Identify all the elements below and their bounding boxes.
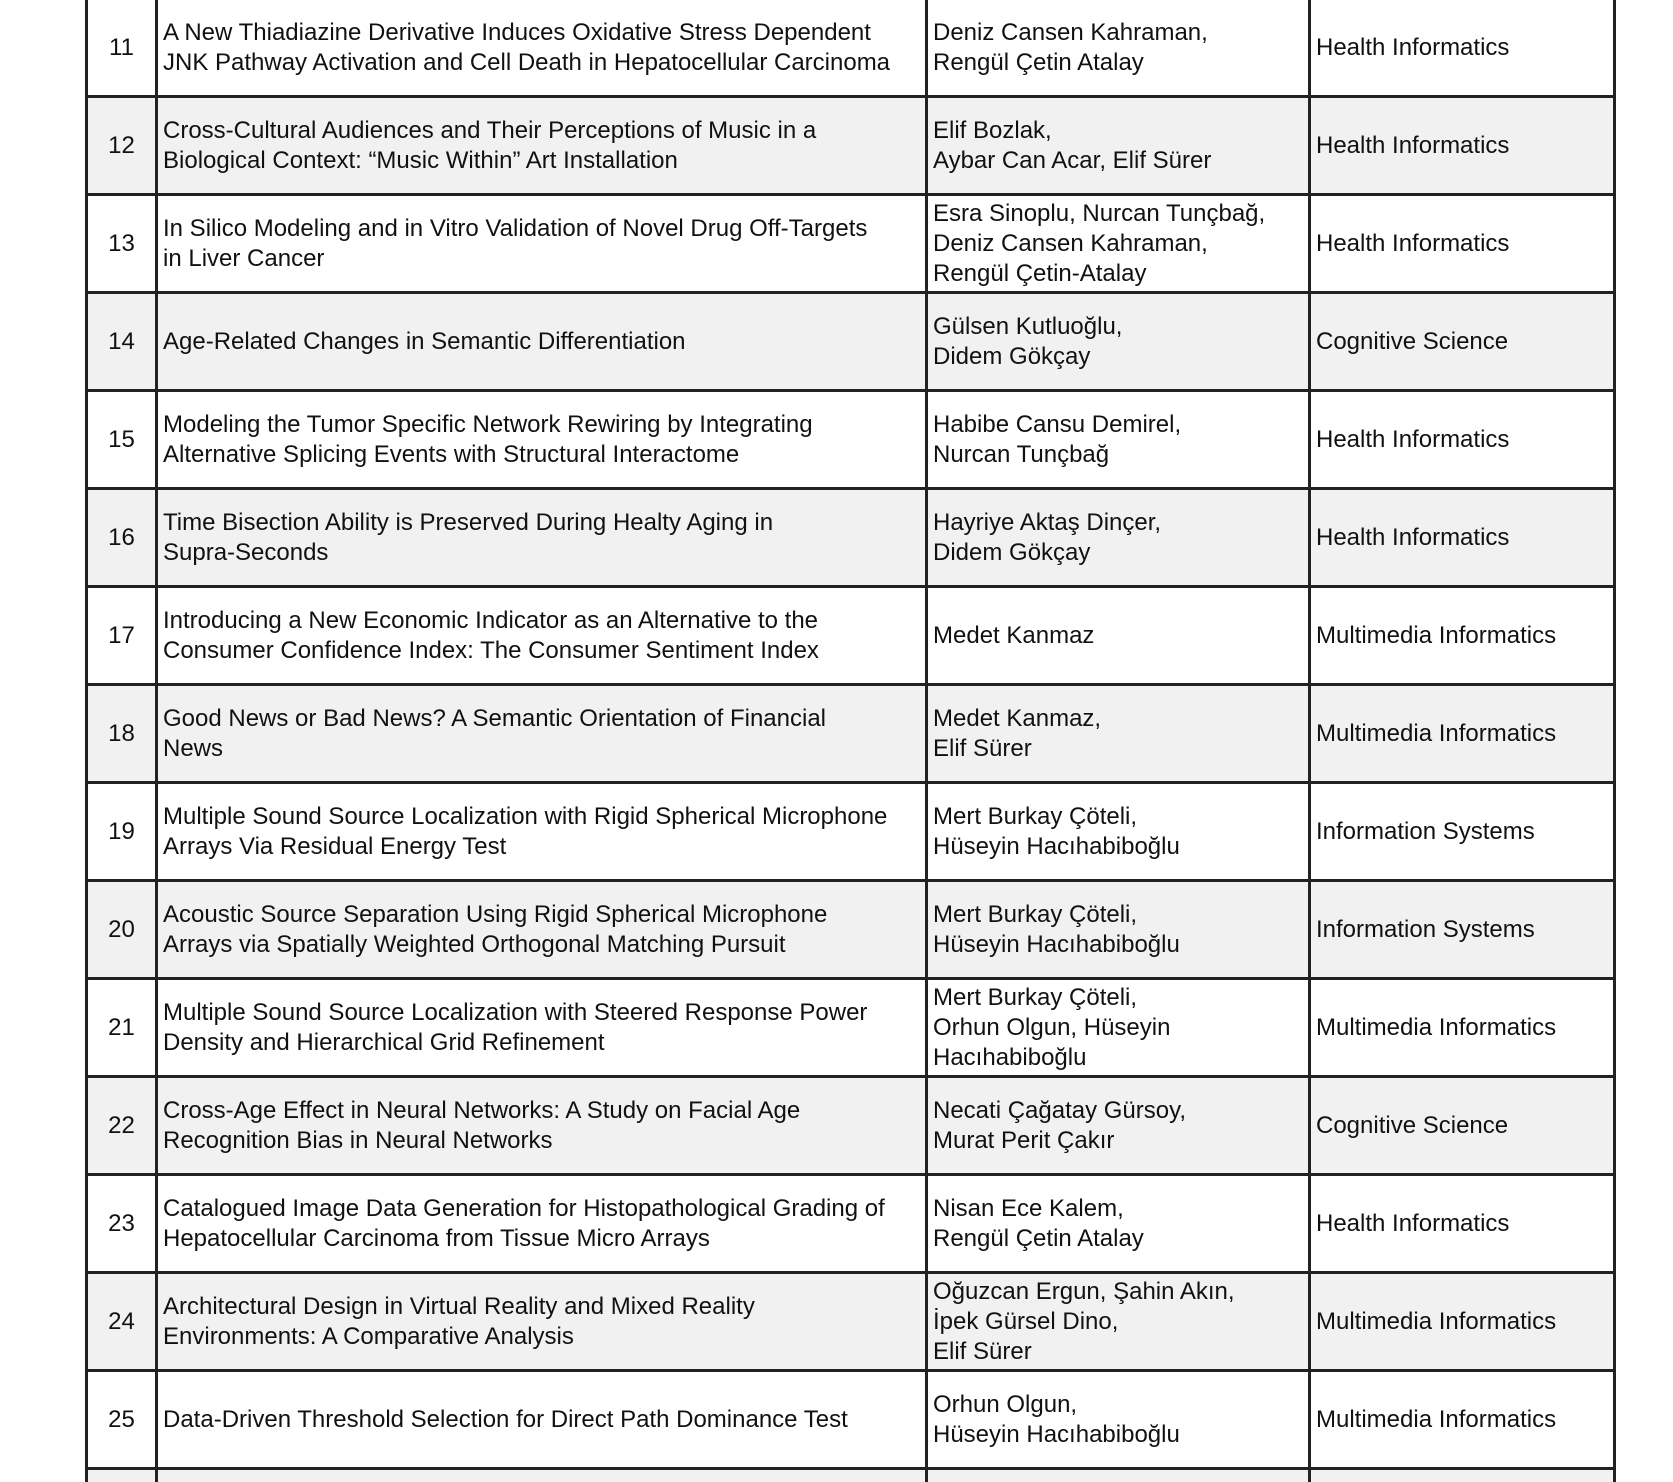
- paper-authors: Elif Bozlak, Aybar Can Acar, Elif Sürer: [933, 116, 1212, 174]
- paper-authors: Nisan Ece Kalem, Rengül Çetin Atalay: [933, 1194, 1144, 1252]
- paper-title: Multiple Sound Source Localization with Rigid Spherical Microphone Arrays Via Residual Energy Test: [163, 802, 888, 860]
- paper-authors: Mert Burkay Çöteli, Hüseyin Hacıhabiboğlu: [933, 802, 1180, 860]
- paper-field: Health Informatics: [1316, 229, 1510, 257]
- paper-field: Health Informatics: [1316, 1209, 1510, 1237]
- table-row: [85, 392, 1616, 490]
- table-row-partial: [85, 1470, 1616, 1482]
- paper-authors: Esra Sinoplu, Nurcan Tunçbağ, Deniz Cansen Kahraman, Rengül Çetin-Atalay: [933, 199, 1266, 287]
- paper-authors: Mert Burkay Çöteli, Hüseyin Hacıhabiboğlu: [933, 900, 1180, 958]
- row-number: 16: [88, 490, 158, 585]
- row-number: 23: [88, 1176, 158, 1271]
- paper-field: Health Informatics: [1316, 523, 1510, 551]
- paper-field: Information Systems: [1316, 817, 1535, 845]
- table-row: [85, 784, 1616, 882]
- table-row: [85, 1274, 1616, 1372]
- paper-title: Data-Driven Threshold Selection for Direct Path Dominance Test: [163, 1405, 848, 1433]
- paper-field: Information Systems: [1316, 915, 1535, 943]
- paper-title: Cross-Cultural Audiences and Their Perceptions of Music in a Biological Context: “Music Within” Art Installation: [163, 116, 817, 174]
- paper-authors: Medet Kanmaz, Elif Sürer: [933, 704, 1102, 762]
- paper-authors: Orhun Olgun, Hüseyin Hacıhabiboğlu: [933, 1390, 1180, 1448]
- row-number: 15: [88, 392, 158, 487]
- paper-authors: Medet Kanmaz: [933, 621, 1095, 649]
- table-row: [85, 490, 1616, 588]
- paper-field: Cognitive Science: [1316, 327, 1509, 355]
- paper-title: In Silico Modeling and in Vitro Validation of Novel Drug Off-Targets in Liver Cancer: [163, 214, 868, 272]
- row-number: 11: [88, 0, 158, 95]
- paper-authors: Deniz Cansen Kahraman, Rengül Çetin Atalay: [933, 18, 1208, 76]
- paper-title: Acoustic Source Separation Using Rigid Spherical Microphone Arrays via Spatially Weighted Orthogonal Matching Pursuit: [163, 900, 828, 958]
- table-row: [85, 196, 1616, 294]
- row-number: 25: [88, 1372, 158, 1467]
- paper-title: Age-Related Changes in Semantic Differentiation: [163, 327, 686, 355]
- paper-title: Catalogued Image Data Generation for Histopathological Grading of Hepatocellular Carcinoma from Tissue Micro Arrays: [163, 1194, 885, 1252]
- paper-authors: Mert Burkay Çöteli, Orhun Olgun, Hüseyin Hacıhabiboğlu: [933, 983, 1171, 1071]
- table-row: [85, 686, 1616, 784]
- row-number: 19: [88, 784, 158, 879]
- paper-field: Health Informatics: [1316, 131, 1510, 159]
- row-number: 18: [88, 686, 158, 781]
- paper-title: Good News or Bad News? A Semantic Orientation of Financial News: [163, 704, 826, 762]
- paper-title: Modeling the Tumor Specific Network Rewiring by Integrating Alternative Splicing Events with Structural Interactome: [163, 410, 813, 468]
- row-number: 12: [88, 98, 158, 193]
- publications-table: [85, 0, 1616, 1482]
- paper-authors: Necati Çağatay Gürsoy, Murat Perit Çakır: [933, 1096, 1186, 1154]
- paper-title: Multiple Sound Source Localization with Steered Response Power Density and Hierarchical Grid Refinement: [163, 998, 868, 1056]
- paper-field: Cognitive Science: [1316, 1111, 1509, 1139]
- paper-title: Introducing a New Economic Indicator as an Alternative to the Consumer Confidence Index: The Consumer Sentiment Index: [163, 606, 819, 664]
- paper-field: Multimedia Informatics: [1316, 621, 1557, 649]
- row-number: 21: [88, 980, 158, 1075]
- table-row: [85, 294, 1616, 392]
- table-row: [85, 1176, 1616, 1274]
- table-row: [85, 0, 1616, 98]
- paper-field: Health Informatics: [1316, 33, 1510, 61]
- paper-authors: Oğuzcan Ergun, Şahin Akın, İpek Gürsel Dino, Elif Sürer: [933, 1277, 1235, 1365]
- paper-title: A New Thiadiazine Derivative Induces Oxidative Stress Dependent JNK Pathway Activation and Cell Death in Hepatocellular Carcinoma: [163, 18, 891, 76]
- paper-title: Architectural Design in Virtual Reality and Mixed Reality Environments: A Comparative Analysis: [163, 1292, 755, 1350]
- row-number: 20: [88, 882, 158, 977]
- paper-title: Time Bisection Ability is Preserved During Healty Aging in Supra-Seconds: [163, 508, 774, 566]
- table-row: [85, 588, 1616, 686]
- row-number: 24: [88, 1274, 158, 1369]
- table-row: [85, 98, 1616, 196]
- paper-authors: Habibe Cansu Demirel, Nurcan Tunçbağ: [933, 410, 1182, 468]
- row-number: 13: [88, 196, 158, 291]
- paper-title: Cross-Age Effect in Neural Networks: A Study on Facial Age Recognition Bias in Neural Networks: [163, 1096, 801, 1154]
- paper-authors: Hayriye Aktaş Dinçer, Didem Gökçay: [933, 508, 1162, 566]
- paper-field: Multimedia Informatics: [1316, 1307, 1557, 1335]
- paper-field: Multimedia Informatics: [1316, 1405, 1557, 1433]
- row-number: 14: [88, 294, 158, 389]
- table-row: [85, 1372, 1616, 1470]
- paper-field: Health Informatics: [1316, 425, 1510, 453]
- row-number: 17: [88, 588, 158, 683]
- paper-authors: Gülsen Kutluoğlu, Didem Gökçay: [933, 312, 1123, 370]
- table-row: [85, 882, 1616, 980]
- paper-field: Multimedia Informatics: [1316, 719, 1557, 747]
- row-number: 22: [88, 1078, 158, 1173]
- table-row: [85, 980, 1616, 1078]
- paper-field: Multimedia Informatics: [1316, 1013, 1557, 1041]
- table-row: [85, 1078, 1616, 1176]
